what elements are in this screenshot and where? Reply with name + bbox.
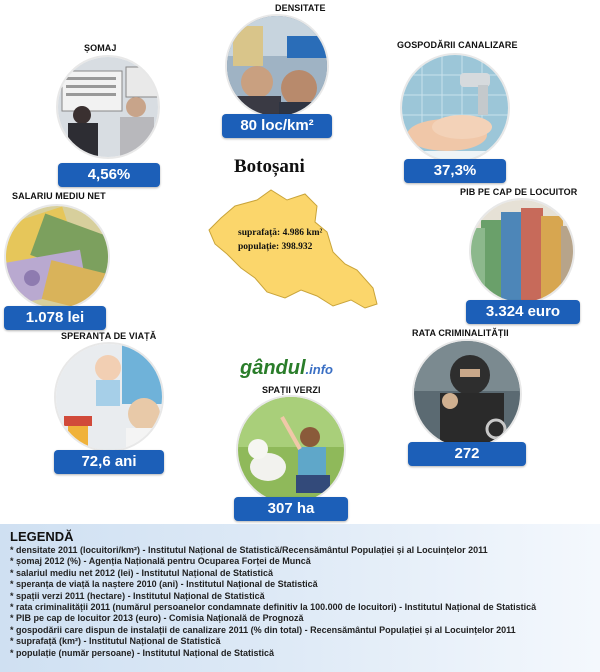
densitate-value: 80 loc/km² xyxy=(222,114,332,138)
county-map xyxy=(205,188,380,323)
spatii-title: SPAȚII VERZI xyxy=(262,385,321,395)
pib-photo xyxy=(469,198,575,304)
legend-item: * densitate 2011 (locuitori/km²) - Institutul Național de Statistică/Recensământul Populației și al Locuințelor 2011 xyxy=(10,545,488,555)
legend-item: * spații verzi 2011 (hectare) - Institutul Național de Statistică xyxy=(10,590,265,601)
spatii-value: 307 ha xyxy=(234,497,348,521)
map-area-label: suprafață: 4.986 km² xyxy=(238,228,323,238)
criminalitate-photo xyxy=(412,339,522,449)
criminalitate-title: RATA CRIMINALITĂȚII xyxy=(412,328,509,338)
legend-item: * gospodării care dispun de instalații de canalizare 2011 (% din total) - Recensământul Populației și al Locuințelor 2011 xyxy=(10,624,516,635)
gandul-logo: gândul.info xyxy=(240,357,333,379)
salariu-value: 1.078 lei xyxy=(4,306,106,330)
canalizare-title: GOSPODĂRII CANALIZARE xyxy=(397,40,518,50)
legend-title: LEGENDĂ xyxy=(10,529,74,544)
pib-value: 3.324 euro xyxy=(466,300,580,324)
somaj-photo xyxy=(56,55,160,159)
legend-item: * populație (număr persoane) - Institutul Național de Statistică xyxy=(10,647,275,658)
densitate-title: DENSITATE xyxy=(275,3,326,13)
somaj-title: ȘOMAJ xyxy=(84,43,117,53)
legend-panel xyxy=(0,524,600,672)
legend-item: * suprafață (km²) - Institutul Național de Statistică xyxy=(10,636,221,647)
somaj-value: 4,56% xyxy=(58,163,160,187)
spatii-photo xyxy=(236,395,346,505)
speranta-title: SPERANȚA DE VIAȚĂ xyxy=(61,331,157,341)
map-population-label: populație: 398.932 xyxy=(238,242,313,252)
canalizare-photo xyxy=(400,53,510,163)
speranta-photo xyxy=(54,342,164,452)
pib-title: PIB PE CAP DE LOCUITOR xyxy=(460,187,578,197)
criminalitate-value: 272 xyxy=(408,442,526,466)
salariu-title: SALARIU MEDIU NET xyxy=(12,191,106,201)
densitate-photo xyxy=(225,14,329,118)
legend-item: * șomaj 2012 (%) - Agenția Națională pentru Ocuparea Forței de Muncă xyxy=(10,556,311,567)
legend-item: * rata criminalității 2011 (numărul persoanelor condamnate definitiv la 100.000 de locuitori) - Institutul Național de Statistică xyxy=(10,602,537,613)
legend-item: * salariul mediu net 2012 (lei) - Institutul Național de Statistică xyxy=(10,567,274,578)
salariu-photo xyxy=(4,204,110,310)
canalizare-value: 37,3% xyxy=(404,159,506,183)
legend-item: * PIB pe cap de locuitor 2013 (euro) - Comisia Națională de Prognoză xyxy=(10,613,304,624)
speranta-value: 72,6 ani xyxy=(54,450,164,474)
city-name: Botoșani xyxy=(234,156,305,177)
legend-item: * speranța de viață la naștere 2010 (ani) - Institutul Național de Statistică xyxy=(10,579,318,590)
